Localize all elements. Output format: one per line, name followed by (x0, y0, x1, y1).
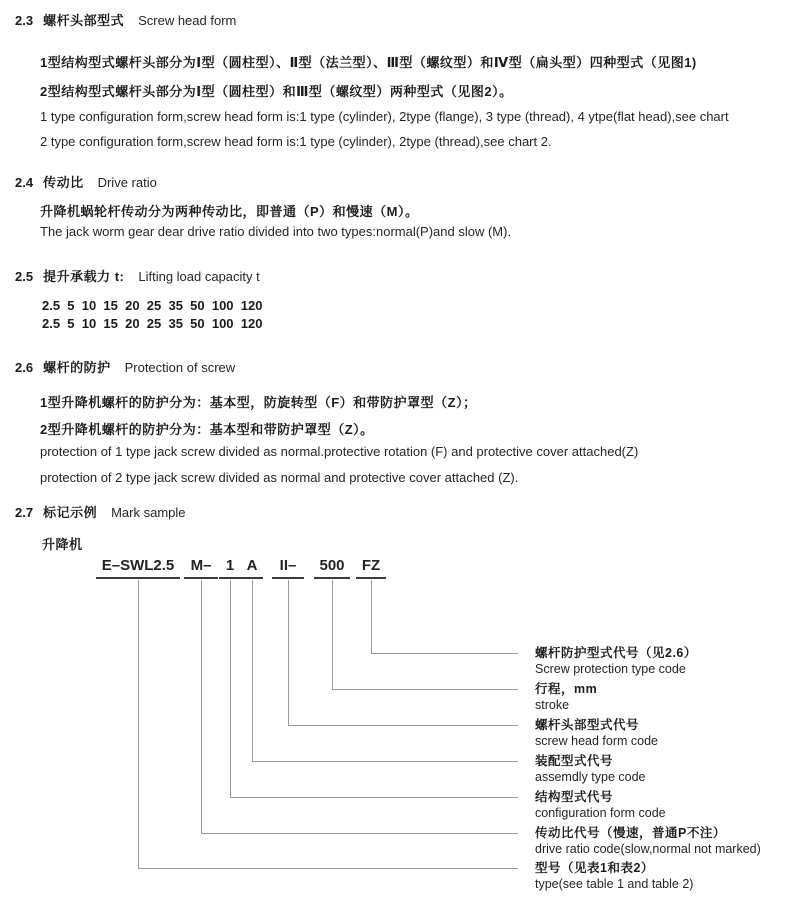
legend-label-zh: 螺杆防护型式代号（见2.6） (535, 646, 697, 660)
s26-line-zh1: 1型升降机螺杆的防护分为：基本型，防旋转型（F）和带防护罩型（Z）； (40, 395, 477, 410)
s23-line-en2: 2 type configuration form,screw head form is:1 type (cylinder), 2type (thread),see chart 2. (40, 134, 552, 149)
capacity-row-1: 2.5 5 10 15 20 25 35 50 100 120 (42, 298, 263, 313)
section-title-zh: 提升承载力 t: (43, 269, 125, 284)
leader-vline-assembly (252, 580, 253, 761)
section-2-6-heading (15, 359, 235, 377)
legend-label-en: assemdly type code (535, 770, 646, 784)
legend-assembly-type (535, 753, 645, 785)
section-number: 2.5 (15, 269, 34, 284)
leader-hline-assembly (252, 761, 518, 762)
leader-hline-protection (371, 653, 518, 654)
leader-vline-drive-ratio (201, 580, 202, 833)
legend-label-zh: 行程，mm (535, 682, 598, 696)
legend-label-zh: 结构型式代号 (535, 790, 614, 804)
legend-label-zh: 装配型式代号 (535, 754, 614, 768)
legend-label-zh: 型号（见表1和表2） (535, 861, 654, 875)
s23-line-zh2: 2型结构型式螺杆头部分为Ⅰ型（圆柱型）和Ⅲ型（螺纹型）两种型式（见图2）。 (40, 84, 513, 99)
s23-line-zh1: 1型结构型式螺杆头部分为Ⅰ型（圆柱型）、Ⅱ型（法兰型）、Ⅲ型（螺纹型）和Ⅳ型（扁头型）四种型式（见图1) (40, 55, 697, 70)
section-title-en: Drive ratio (97, 175, 157, 190)
legend-label-en: screw head form code (535, 734, 658, 748)
legend-drive-ratio (535, 825, 761, 857)
section-number: 2.7 (15, 505, 34, 520)
section-title-en: Lifting load capacity t (138, 269, 260, 284)
code-segment-configuration: 1 (219, 556, 241, 579)
section-title-en: Mark sample (111, 505, 186, 520)
section-title-en: Screw head form (138, 13, 237, 28)
leader-vline-screw-head (288, 580, 289, 725)
legend-screw-head-form (535, 717, 658, 749)
section-title-en: Protection of screw (124, 360, 236, 375)
code-segment-stroke: 500 (314, 556, 350, 579)
legend-label-en: Screw protection type code (535, 662, 686, 676)
legend-label-en: type(see table 1 and table 2) (535, 877, 694, 891)
section-2-4-heading (15, 174, 157, 192)
legend-label-zh: 螺杆头部型式代号 (535, 718, 640, 732)
section-number: 2.4 (15, 175, 34, 190)
section-title-zh: 螺杆的防护 (43, 360, 111, 375)
code-segment-screw-head: II– (272, 556, 304, 579)
legend-label-en: configuration form code (535, 806, 666, 820)
legend-label-en: stroke (535, 698, 570, 712)
legend-label-zh: 传动比代号（慢速，普通P不注） (535, 826, 726, 840)
leader-hline-stroke (332, 689, 518, 690)
code-segment-drive-ratio: M– (184, 556, 218, 579)
s24-line-en1: The jack worm gear dear drive ratio divided into two types:normal(P)and slow (M). (40, 224, 512, 239)
leader-vline-configuration (230, 580, 231, 797)
s24-line-zh1: 升降机蜗轮杆传动分为两种传动比，即普通（P）和慢速（M）。 (40, 204, 419, 219)
code-segment-assembly: A (241, 556, 263, 579)
section-title-zh: 标记示例 (43, 505, 98, 520)
section-2-5-heading (15, 268, 260, 286)
legend-configuration-form (535, 789, 666, 821)
leader-hline-configuration (230, 797, 518, 798)
leader-hline-drive-ratio (201, 833, 518, 834)
legend-screw-protection (535, 645, 697, 677)
legend-type (535, 860, 693, 892)
code-segment-protection: FZ (356, 556, 386, 579)
s26-line-zh2: 2型升降机螺杆的防护分为：基本型和带防护罩型（Z）。 (40, 422, 374, 437)
legend-label-en: drive ratio code(slow,normal not marked) (535, 842, 761, 856)
leader-vline-type (138, 580, 139, 868)
leader-vline-protection (371, 580, 372, 653)
section-title-zh: 螺杆头部型式 (43, 13, 125, 28)
product-name: 升降机 (42, 537, 83, 552)
leader-hline-type (138, 868, 518, 869)
s23-line-en1: 1 type configuration form,screw head form is:1 type (cylinder), 2type (flange), 3 type (thread), 4 ytpe(flat head),see chart (40, 109, 729, 124)
code-segment-type: E–SWL2.5 (96, 556, 180, 579)
capacity-row-2: 2.5 5 10 15 20 25 35 50 100 120 (42, 316, 263, 331)
section-number: 2.3 (15, 13, 34, 28)
section-2-3-heading (15, 12, 236, 30)
leader-hline-screw-head (288, 725, 518, 726)
section-2-7-heading (15, 504, 186, 522)
legend-stroke (535, 681, 597, 713)
s26-line-en1: protection of 1 type jack screw divided as normal.protective rotation (F) and protective cover attached(Z) (40, 444, 639, 459)
section-number: 2.6 (15, 360, 34, 375)
section-title-zh: 传动比 (43, 175, 84, 190)
s26-line-en2: protection of 2 type jack screw divided as normal and protective cover attached (Z). (40, 470, 519, 485)
leader-vline-stroke (332, 580, 333, 689)
